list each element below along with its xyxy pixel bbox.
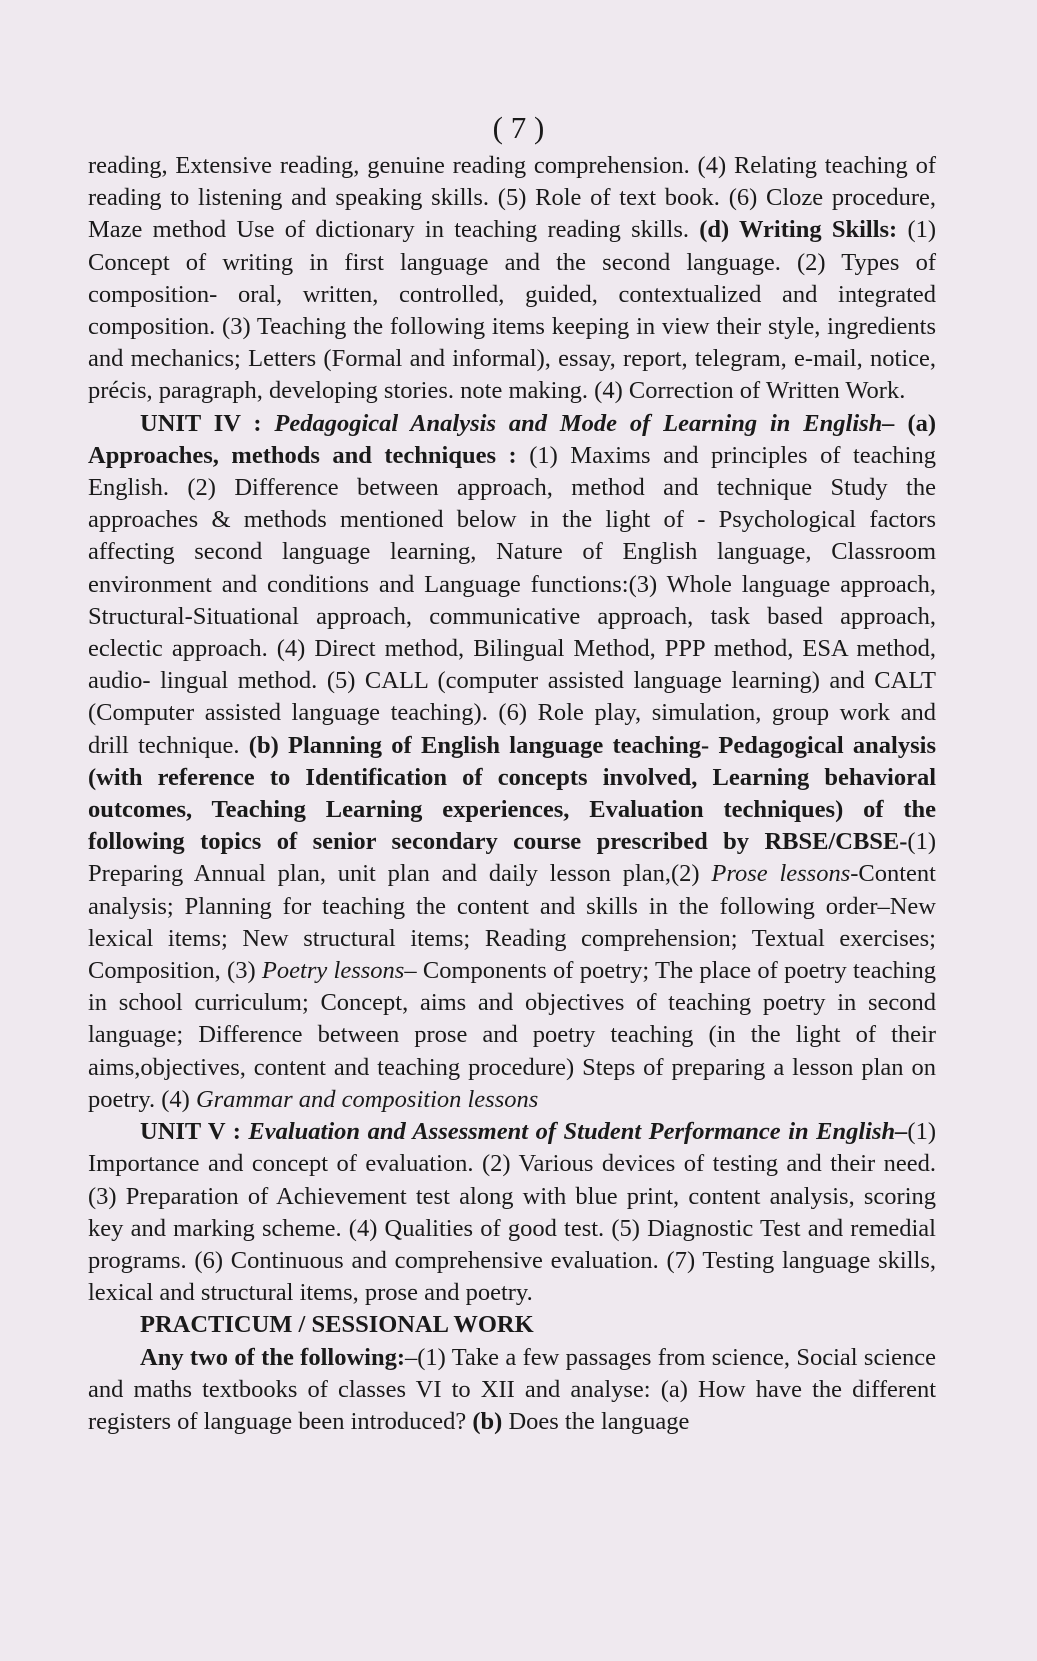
text: reading, Extensive reading, genuine reading comprehension. (4) Relating teaching of reading to listening and speaking skills. (5) Role of text book. (6) Cloze procedure, Maze method Use of dictionary in teaching reading skills. — [88, 152, 936, 244]
unit-4-heading: UNIT IV : — [140, 409, 275, 437]
prose-lessons-term: Prose lessons — [711, 860, 851, 888]
practicum-heading — [88, 1309, 936, 1341]
text: -Content analysis; Planning for teaching the content and skills in the following order–New lexical items; New structural items; Reading comprehension; Textual exercises; Composition, (3) — [88, 860, 936, 985]
item-b-label: (b) — [472, 1407, 503, 1435]
text: (1) Importance and concept of evaluation. (2) Various devices of testing and their need. (3) Preparation of Achievement test along with blue print, content analysis, scoring key and marking scheme. (4) Qualities of good test. (5) Diagnostic Test and remedial programs. (6) Continuous and comprehensive evaluation. (7) Testing language skills, lexical and structural items, prose and poetry. — [88, 1118, 936, 1307]
text: (1) Concept of writing in first language and the second language. (2) Types of composition- oral, written, controlled, guided, contextualized and integrated composition. (3) Teaching the following items keeping in view their style, ingredients and mechanics; Letters (Formal and informal), essay, report, telegram, e-mail, notice, précis, paragraph, developing stories. note making. (4) Correction of Written Work. — [88, 216, 937, 405]
unit-4-title: Pedagogical Analysis and Mode of Learning in English– — [274, 409, 895, 437]
page-number: ( 7 ) — [492, 110, 545, 145]
grammar-lessons-term: Grammar and composition lessons — [195, 1085, 539, 1113]
text: – Components of poetry; The place of poetry teaching in school curriculum; Concept, aims and objectives of teaching poetry in second language; Difference between prose and poetry teaching (in the light of their aims,objectives, content and teaching procedure) Steps of preparing a lesson plan on poetry. (4) — [88, 957, 937, 1113]
writing-skills-label: (d) Writing Skills: — [699, 216, 898, 244]
planning-label: (b) Planning of English language teaching- Pedagogical analysis (with reference to Identification of concepts involved, Learning behavioral outcomes, Teaching Learning experiences, Evaluation techniques) of the following topics of senior secondary course prescribed by RBSE/CBSE- — [88, 731, 936, 856]
text: Does the language — [502, 1407, 690, 1435]
unit-3-continuation — [88, 150, 936, 408]
practicum-paragraph — [88, 1342, 936, 1439]
practicum-title: PRACTICUM / SESSIONAL WORK — [140, 1311, 534, 1339]
poetry-lessons-term: Poetry lessons — [261, 957, 405, 985]
text: (1) Maxims and principles of teaching English. (2) Difference between approach, method and technique Study the approaches & methods mentioned below in the light of - Psychological factors affecting second language learning, Nature of English language, Classroom environment and conditions and Language functions:(3) Whole language approach, Structural-Situational approach, communicative approach, task based approach, eclectic approach. (4) Direct method, Bilingual Method, PPP method, ESA method, audio- lingual method. (5) CALL (computer assisted language learning) and CALT (Computer assisted language teaching). (6) Role play, simulation, group work and drill technique. — [88, 441, 936, 759]
text: –(1) Take a few passages from science, Social science and maths textbooks of classes VI to XII and analyse: (a) How have the different registers of language been introduced? — [88, 1343, 937, 1435]
unit-5-title: Evaluation and Assessment of Student Performance in English– — [248, 1118, 908, 1146]
text: (1) Preparing Annual plan, unit plan and daily lesson plan,(2) — [88, 828, 936, 888]
page-body — [88, 150, 936, 1438]
unit-5-paragraph — [88, 1116, 936, 1309]
unit-4-paragraph — [88, 408, 936, 1116]
practicum-lead: Any two of the following: — [140, 1343, 405, 1371]
unit-5-heading: UNIT V : — [140, 1118, 249, 1146]
approaches-label: (a) Approaches, methods and techniques : — [88, 409, 937, 469]
